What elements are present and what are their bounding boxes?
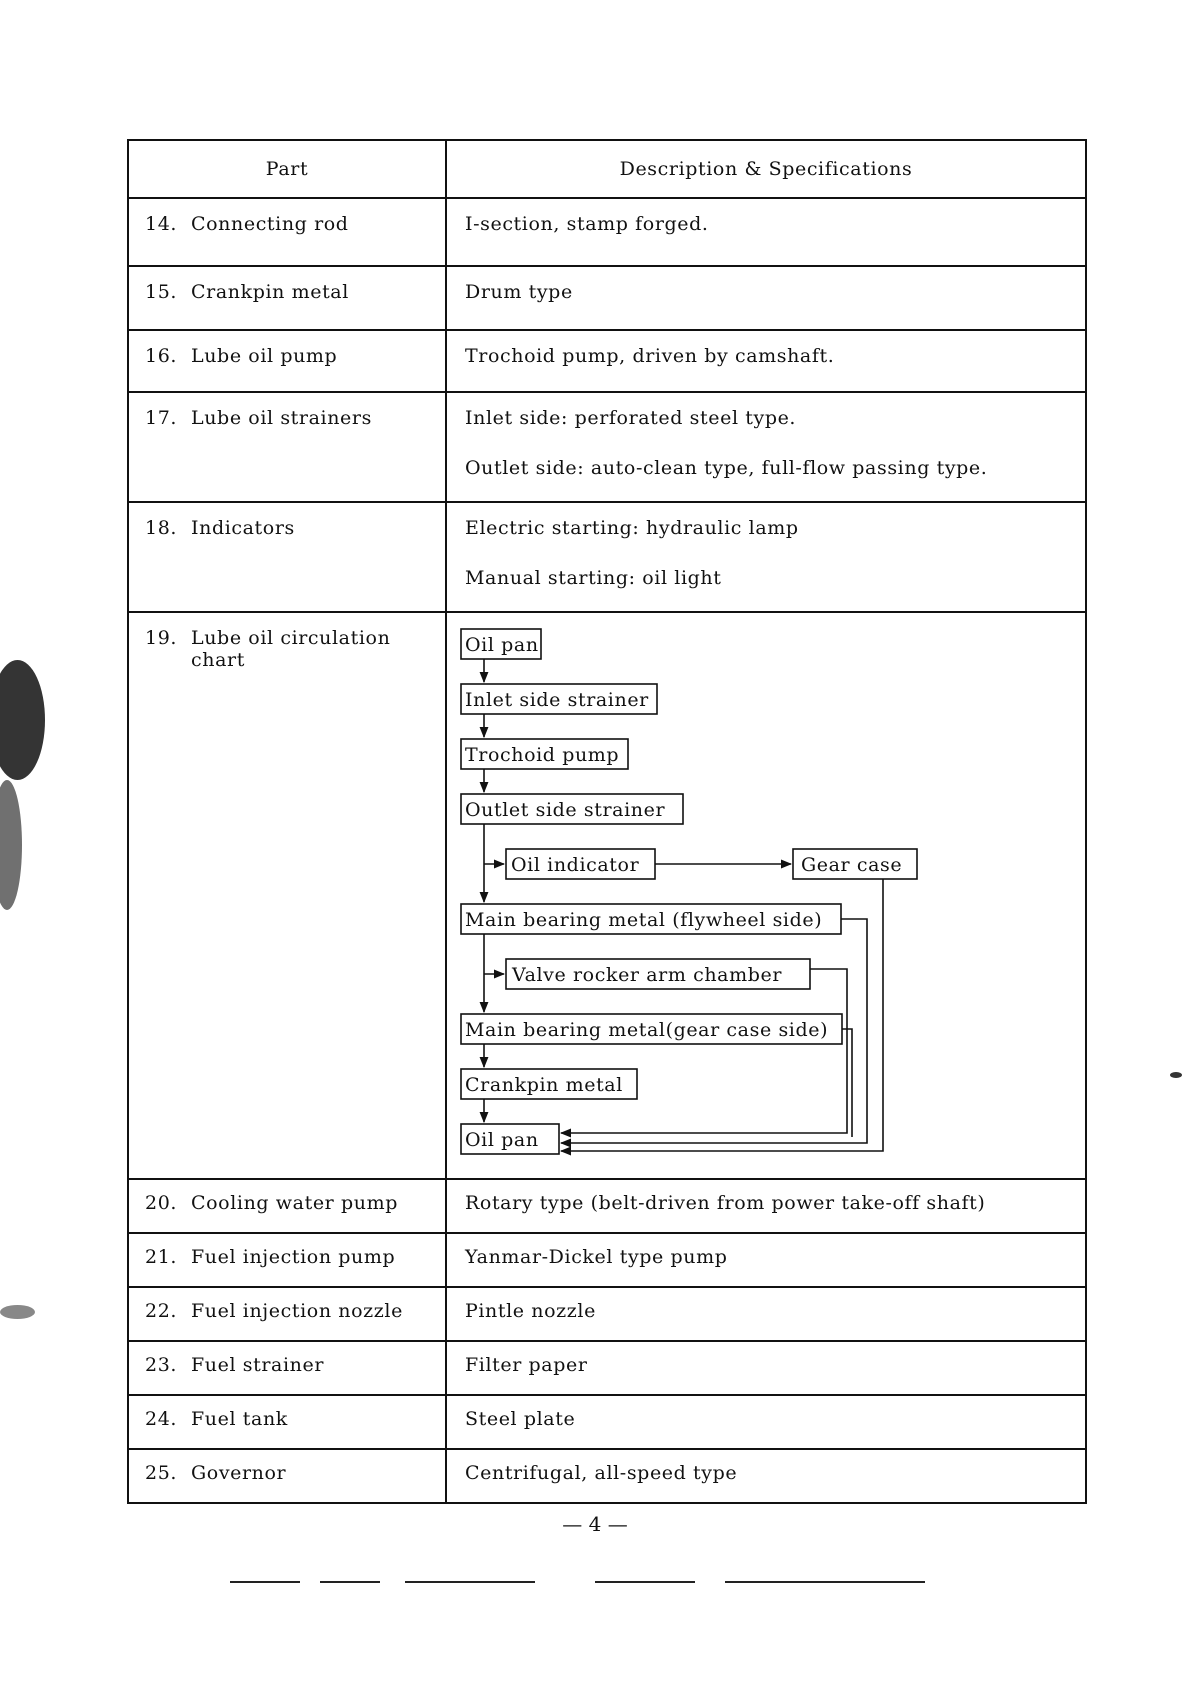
scan-smudge [0, 660, 45, 780]
table-row [128, 1341, 1086, 1395]
bottom-rule [320, 1581, 380, 1583]
description-text: Electric starting: hydraulic lamp [465, 517, 799, 539]
description-text: Steel plate [465, 1408, 576, 1430]
lube-oil-circulation-chart [459, 621, 1059, 1161]
part-name-continued: chart [191, 649, 245, 671]
row-number: 21. [145, 1246, 178, 1268]
bottom-rule [405, 1581, 535, 1583]
row-number: 25. [145, 1462, 178, 1484]
table-row [128, 1449, 1086, 1503]
row-number: 18. [145, 517, 178, 539]
page-number: — 4 — [562, 1512, 628, 1536]
part-name: Cooling water pump [191, 1192, 398, 1214]
table-row [128, 612, 1086, 1179]
part-name: Lube oil circulation [191, 627, 391, 649]
table-row [128, 266, 1086, 330]
part-name: Connecting rod [191, 213, 349, 235]
scan-smudge [1170, 1072, 1182, 1078]
part-name: Fuel tank [191, 1408, 288, 1430]
part-name: Lube oil strainers [191, 407, 372, 429]
description-text: Trochoid pump, driven by camshaft. [465, 345, 835, 367]
table-row [128, 1395, 1086, 1449]
row-number: 15. [145, 281, 178, 303]
description-text: Filter paper [465, 1354, 588, 1376]
part-name: Crankpin metal [191, 281, 349, 303]
row-number: 23. [145, 1354, 178, 1376]
part-name: Governor [191, 1462, 287, 1484]
part-name: Lube oil pump [191, 345, 338, 367]
chart-node-label: Trochoid pump [465, 744, 620, 766]
chart-node-label: Crankpin metal [465, 1074, 623, 1096]
description-text: Yanmar-Dickel type pump [465, 1246, 728, 1268]
chart-node-label: Oil indicator [511, 854, 640, 876]
table-row [128, 198, 1086, 266]
description-column-header: Description & Specifications [446, 140, 1086, 198]
row-number: 17. [145, 407, 178, 429]
chart-node-label: Main bearing metal (flywheel side) [465, 909, 823, 931]
description-text: Rotary type (belt-driven from power take-off shaft) [465, 1192, 986, 1214]
table-header-row [128, 140, 1086, 198]
description-text: Drum type [465, 281, 573, 303]
table-row [128, 1179, 1086, 1233]
chart-node-label: Main bearing metal(gear case side) [465, 1019, 829, 1041]
part-name: Fuel strainer [191, 1354, 325, 1376]
description-text: Outlet side: auto-clean type, full-flow passing type. [465, 457, 988, 479]
part-column-header: Part [128, 140, 446, 198]
description-text: Inlet side: perforated steel type. [465, 407, 797, 429]
part-name: Indicators [191, 517, 295, 539]
chart-node-label: Valve rocker arm chamber [512, 964, 783, 986]
bottom-rule [595, 1581, 695, 1583]
scan-smudge [0, 780, 22, 910]
row-number: 19. [145, 627, 178, 649]
description-text: Pintle nozzle [465, 1300, 596, 1322]
chart-node-label: Gear case [801, 854, 903, 876]
table-row [128, 1233, 1086, 1287]
table-row [128, 392, 1086, 502]
row-number: 20. [145, 1192, 178, 1214]
bottom-rule [725, 1581, 925, 1583]
bottom-rule [230, 1581, 300, 1583]
row-number: 22. [145, 1300, 178, 1322]
row-number: 16. [145, 345, 178, 367]
chart-node-label: Oil pan [465, 1129, 539, 1151]
part-name: Fuel injection nozzle [191, 1300, 403, 1322]
row-number: 24. [145, 1408, 178, 1430]
table-row [128, 1287, 1086, 1341]
part-name: Fuel injection pump [191, 1246, 396, 1268]
table-row [128, 502, 1086, 612]
chart-node-label: Outlet side strainer [465, 799, 666, 821]
chart-node-label: Oil pan [465, 634, 539, 656]
description-text: I-section, stamp forged. [465, 213, 709, 235]
row-number: 14. [145, 213, 178, 235]
scan-smudge [0, 1305, 35, 1319]
description-text: Centrifugal, all-speed type [465, 1462, 738, 1484]
description-text: Manual starting: oil light [465, 567, 722, 589]
specifications-table [127, 139, 1087, 1504]
chart-node-label: Inlet side strainer [465, 689, 649, 711]
table-row [128, 330, 1086, 392]
